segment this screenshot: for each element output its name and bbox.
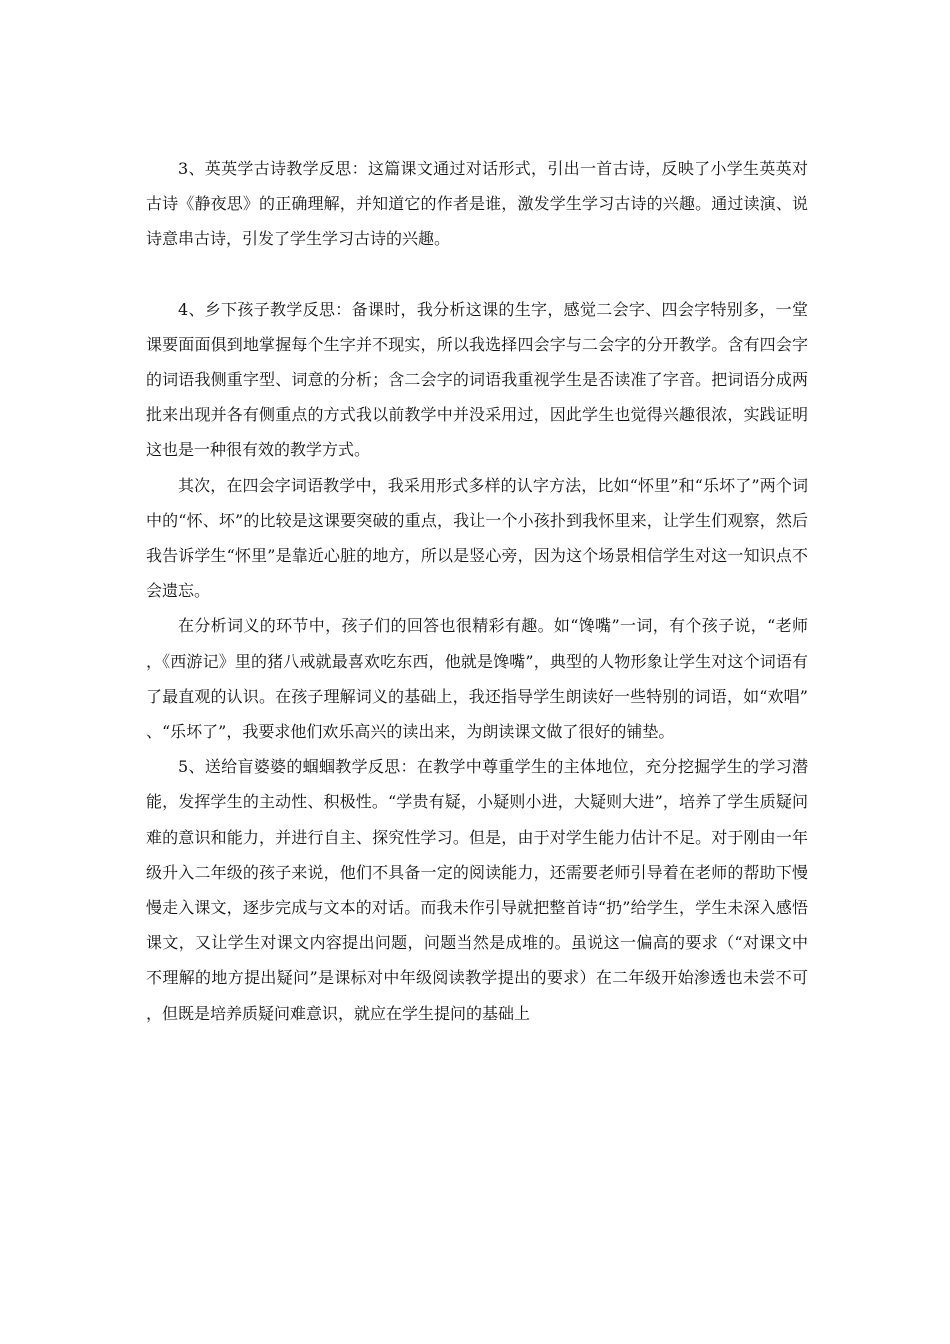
paragraph-word-teaching: 其次，在四会字词语教学中，我采用形式多样的认字方法，比如“怀里”和“乐坏了”两个词中的“怀、坏”的比较是这课要突破的重点，我让一个小孩扑到我怀里来，让学生们观察，然后我告诉学生“怀里”是靠近心脏的地方，所以是竖心旁，因为这个场景相信学生对这一知识点不会遗忘。	[146, 475, 808, 601]
paragraph-word-meaning: 在分析词义的环节中，孩子们的回答也很精彩有趣。如“馋嘴”一词，有个孩子说，“老师，《西游记》里的猪八戒就最喜欢吃东西，他就是馋嘴”，典型的人物形象让学生对这个词语有了最直观的认识。在孩子理解词义的基础上，我还指导学生朗读好一些特别的词语，如“欢唱”、“乐坏了”，我要求他们欢乐高兴的读出来，为朗读课文做了很好的铺垫。	[146, 616, 808, 742]
paragraph-poem-reflection: 3、英英学古诗教学反思：这篇课文通过对话形式，引出一首古诗，反映了小学生英英对古诗《静夜思》的正确理解，并知道它的作者是谁，激发学生学习古诗的兴趣。通过读演、说诗意串古诗，引发了学生学习古诗的兴趣。	[146, 159, 808, 249]
paragraph-spacer	[146, 257, 808, 292]
paragraph-cricket-reflection: 5、送给盲婆婆的蝈蝈教学反思：在教学中尊重学生的主体地位，充分挖掘学生的学习潜能，发挥学生的主动性、积极性。“学贵有疑，小疑则小进，大疑则大进”，培养了学生质疑问难的意识和能力，并进行自主、探究性学习。但是，由于对学生能力估计不足。对于刚由一年级升入二年级的孩子来说，他们不具备一定的阅读能力，还需要老师引导着在老师的帮助下慢慢走入课文，逐步完成与文本的对话。而我未作引导就把整首诗“扔”给学生，学生未深入感悟课文，又让学生对课文内容提出问题，问题当然是成堆的。虽说这一偏高的要求（“对课文中不理解的地方提出疑问”是课标对中年级阅读教学提出的要求）在二年级开始渗透也未尝不可，但既是培养质疑问难意识，就应在学生提问的基础上	[146, 757, 808, 1023]
paragraph-country-kids-reflection: 4、乡下孩子教学反思：备课时，我分析这课的生字，感觉二会字、四会字特别多，一堂课要面面俱到地掌握每个生字并不现实，所以我选择四会字与二会字的分开教学。含有四会字的词语我侧重字型、词意的分析；含二会字的词语我重视学生是否读准了字音。把词语分成两批来出现并各有侧重点的方式我以前教学中并没采用过，因此学生也觉得兴趣很浓，实践证明这也是一种很有效的教学方式。	[146, 299, 808, 460]
document-body	[146, 151, 808, 1031]
